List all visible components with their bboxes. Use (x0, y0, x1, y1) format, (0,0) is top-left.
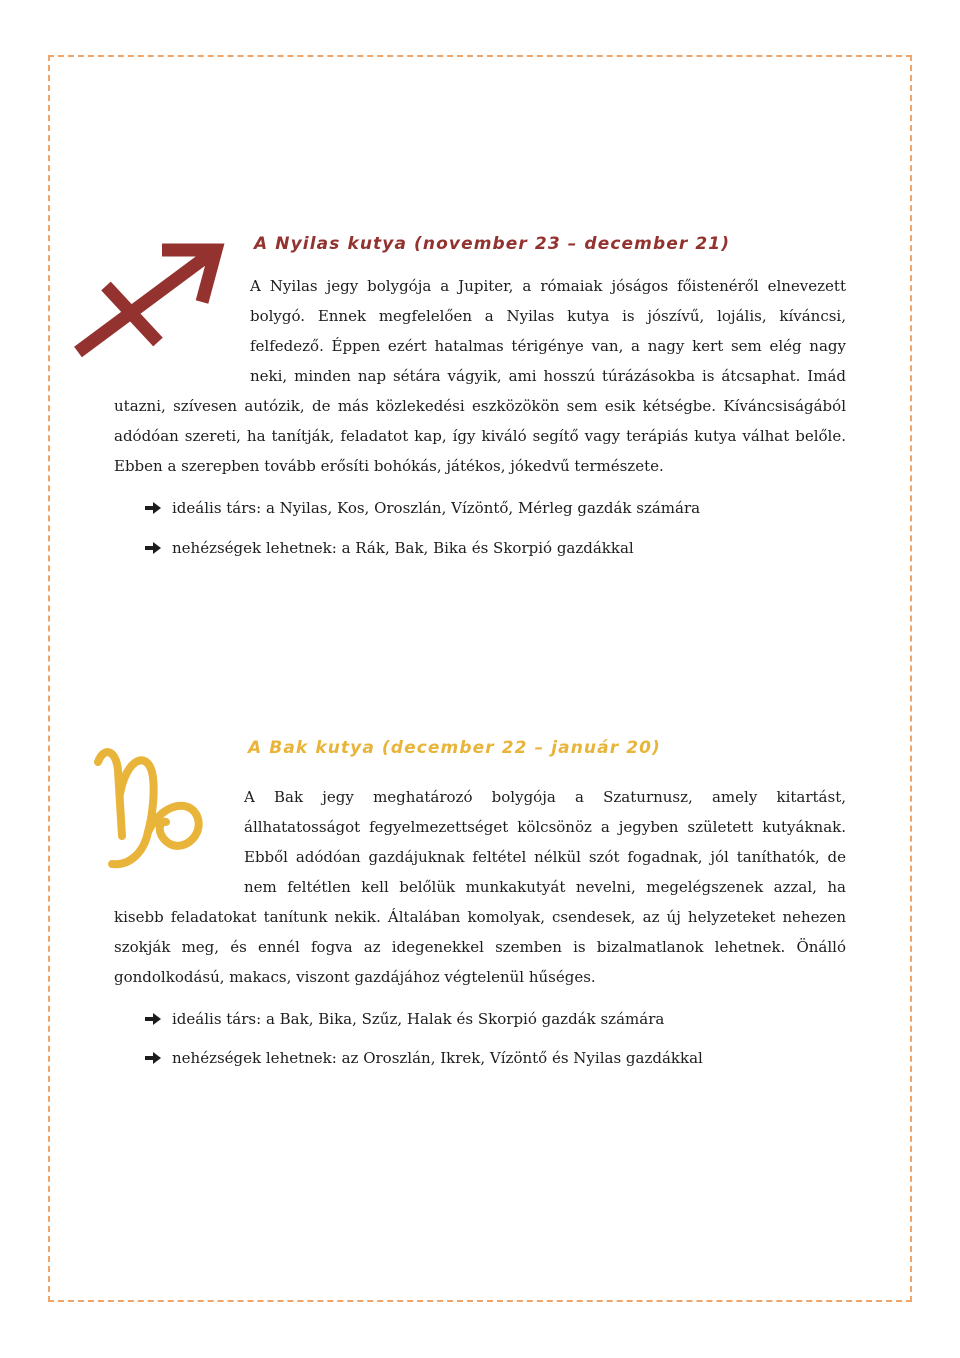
list-item (144, 537, 634, 559)
sagittarius-ideal-partner: ideális társ: a Nyilas, Kos, Oroszlán, Vízöntő, Mérleg gazdák számára (172, 499, 701, 517)
sagittarius-difficulties: nehézségek lehetnek: a Rák, Bak, Bika és Skorpió gazdákkal (172, 539, 634, 557)
list-item (144, 1008, 664, 1030)
sagittarius-text-wrap-spacer (114, 271, 250, 391)
sagittarius-text: A Nyilas jegy bolygója a Jupiter, a rómaiak jóságos főistenéről elnevezett bolygó. Ennek megfelelően a Nyilas kutya is jószívű, lojális, kíváncsi, felfedező. Éppen ezért hatalmas térigénye van, a nagy kert sem elég nagy neki, minden nap sétára vágyik, ami hosszú túrázásokba is átcsaphat. Imád utazni, szívesen autózik, de más közlekedési eszközökön sem esik kétségbe. Kíváncsiságából adódóan szereti, ha tanítják, feladatot kap, így kiváló segítő vagy terápiás kutya válhat belőle. Ebben a szerepben tovább erősíti bohókás, játékos, jókedvű természete. (114, 277, 846, 475)
capricorn-paragraph (114, 782, 846, 992)
capricorn-text: A Bak jegy meghatározó bolygója a Szaturnusz, amely kitartást, állhatatosságot fegyelmezettséget kölcsönöz a jegyben született kutyáknak. Ebből adódóan gazdájuknak feltétel nélkül szót fogadnak, jól taníthatók, de nem feltétlen kell belőlük munkakutyát nevelni, megelégszenek azzal, ha kisebb feladatokat tanítunk nekik. Általában komolyak, csendesek, az új helyzeteket nehezen szokják meg, és ennél fogva az idegenekkel szemben is bizalmatlanok lehetnek. Önálló gondolkodású, makacs, viszont gazdájához végtelenül hűséges. (114, 788, 846, 986)
capricorn-ideal-partner: ideális társ: a Bak, Bika, Szűz, Halak és Skorpió gazdák számára (172, 1010, 665, 1028)
capricorn-difficulties: nehézségek lehetnek: az Oroszlán, Ikrek, Vízöntő és Nyilas gazdákkal (172, 1049, 703, 1067)
capricorn-heading: A Bak kutya (december 22 – január 20) (248, 738, 661, 758)
arrow-right-icon (144, 1012, 162, 1026)
sagittarius-paragraph (114, 271, 846, 481)
arrow-right-icon (144, 1051, 162, 1065)
sagittarius-heading: A Nyilas kutya (november 23 – december 21) (254, 234, 731, 254)
arrow-right-icon (144, 501, 162, 515)
capricorn-text-wrap-spacer (114, 782, 244, 902)
list-item (144, 497, 700, 519)
list-item (144, 1047, 703, 1069)
arrow-right-icon (144, 541, 162, 555)
